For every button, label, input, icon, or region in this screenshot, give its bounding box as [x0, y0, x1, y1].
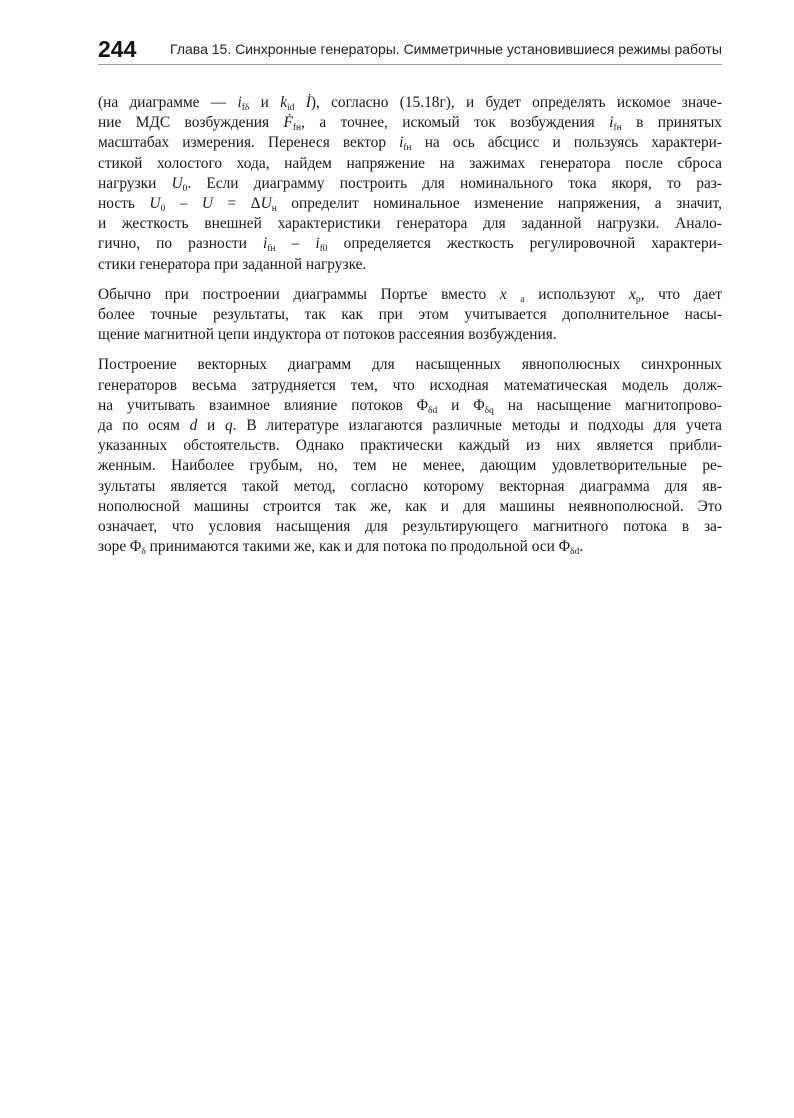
- math-variable: i: [262, 235, 268, 253]
- math-variable: U: [149, 195, 161, 213]
- text-line: нагрузки $U_0$. Если диаграмму построить для номинального тока якоря, то раз-: [98, 174, 723, 194]
- text-line: щение магнитной цепи индуктора от потоков рассеяния возбуждения.: [98, 326, 557, 344]
- math-subscript: fн: [613, 123, 622, 134]
- text-line: стикой холостого хода, найдем напряжение на зажимах генератора после сброса: [98, 154, 722, 172]
- math-variable: İ: [305, 94, 311, 111]
- math-subscript: 0: [182, 183, 188, 194]
- text-line: (на диаграмме — $i_{f\delta}$ и $k_{id}$ İ), согласно (15.18г), и будет определять искомое значе-: [98, 94, 722, 113]
- text-line: масштабах измерения. Перенеся вектор $i_{fн}$ на ось абсцисс и пользуясь характери-: [98, 134, 722, 154]
- text-line: ность $U_0 - U = \Delta U_н$ определит номинальное изменение напряжения, а значит,: [98, 195, 722, 215]
- paragraph: [98, 355, 722, 557]
- text-line: Обычно при построении диаграммы Портье вместо x $_a$ используют $x_p$, что дает: [98, 285, 722, 305]
- math-variable: i: [315, 235, 320, 253]
- text-line: нополюсной машины строится так же, как и для машины неявнополюсной. Это: [98, 497, 722, 515]
- math-subscript: δ: [141, 547, 146, 558]
- text-line: ние МДС возбуждения Ḟ$_{fн}$, а точнее, искомый ток возбуждения $i_{fн}$ в принятых: [98, 114, 722, 134]
- math-subscript: id: [287, 103, 295, 113]
- math-variable: x: [628, 285, 636, 303]
- math-subscript: н: [271, 204, 277, 215]
- math-variable: x: [499, 285, 507, 303]
- text-line: зоре $\Phi_\delta$ принимаются такими же, как и для потока по продольной оси $\Phi_{\delta d}$.: [98, 538, 584, 558]
- math-subscript: δq: [484, 405, 494, 416]
- text-line: означает, что условия насыщения для результирующего магнитного потока в за-: [98, 518, 722, 536]
- math-variable: q: [225, 417, 233, 435]
- math-subscript: p: [635, 294, 641, 305]
- math-variable: U: [171, 174, 183, 192]
- math-variable: Ḟ: [283, 114, 293, 132]
- text-line: указанных обстоятельств. Однако практически каждый из них является прибли-: [98, 437, 722, 455]
- paragraph: [98, 285, 722, 346]
- math-subscript: δd: [570, 547, 580, 558]
- math-subscript: fн: [267, 244, 276, 255]
- text-line: Построение векторных диаграмм для насыщенных явнополюсных синхронных: [98, 356, 722, 374]
- math-variable: U: [260, 195, 272, 213]
- math-variable: k: [280, 94, 288, 111]
- text-line: и жесткость внешней характеристики генератора для заданной нагрузки. Анало-: [98, 215, 722, 233]
- body-text: [98, 93, 722, 567]
- math-subscript: a: [520, 294, 525, 305]
- math-subscript: 0: [160, 204, 166, 215]
- text-line: женным. Наиболее грубым, но, тем не менее, дающим удовлетворительные ре-: [98, 457, 722, 475]
- text-line: зультаты является такой метод, согласно которому векторная диаграмма для яв-: [98, 477, 722, 495]
- math-variable: i: [609, 114, 614, 132]
- running-title: Глава 15. Синхронные генераторы. Симметричные установившиеся режимы работы: [170, 41, 722, 57]
- math-subscript: δd: [428, 405, 438, 416]
- math-subscript: fδ: [241, 103, 250, 113]
- text-line: стики генератора при заданной нагрузке.: [98, 255, 367, 273]
- text-line: на учитывать взаимное влияние потоков $\Phi_{\delta d}$ и $\Phi_{\delta q}$ на насыщение магнитопрово-: [98, 396, 723, 416]
- math-variable: i: [237, 94, 242, 111]
- text-line: да по осям d и q. В литературе излагаются различные методы и подходы для учета: [98, 417, 722, 435]
- math-variable: d: [189, 417, 198, 435]
- math-variable: U: [201, 195, 214, 213]
- paragraph: [98, 93, 722, 275]
- text-line: более точные результаты, так как при этом учитывается дополнительное насы-: [98, 306, 722, 324]
- math-subscript: fн: [292, 123, 302, 134]
- math-variable: i: [399, 134, 404, 152]
- text-line: гично, по разности $i_{fн} - i_{f0}$ определяется жесткость регулировочной характери-: [98, 235, 723, 255]
- page-header: [98, 38, 722, 65]
- math-subscript: f0: [319, 244, 328, 255]
- math-subscript: fн: [403, 143, 412, 154]
- text-line: генераторов весьма затрудняется тем, что исходная математическая модель долж-: [98, 376, 722, 394]
- page-number: 244: [98, 36, 137, 62]
